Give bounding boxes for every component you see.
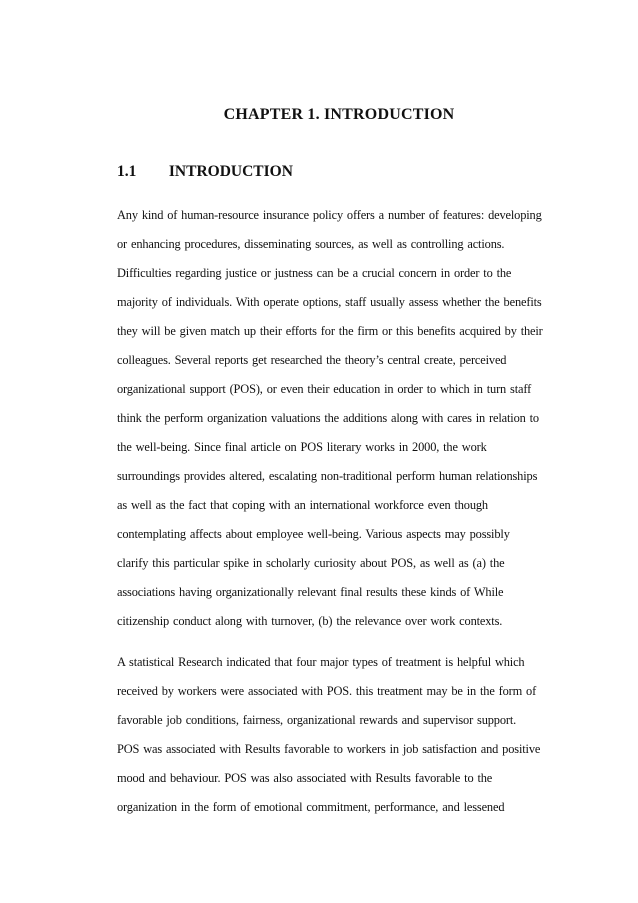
section-heading (117, 163, 293, 181)
paragraph-1-line: contemplating affects about employee well-being. Various aspects may possibly (117, 527, 510, 541)
paragraph-1-line: think the perform organization valuations the additions along with cares in relation to (117, 411, 539, 425)
paragraph-1-line: as well as the fact that coping with an international workforce even though (117, 498, 488, 512)
paragraph-2-line: POS was associated with Results favorable to workers in job satisfaction and positive (117, 742, 541, 756)
paragraph-1-line: or enhancing procedures, disseminating sources, as well as controlling actions. (117, 237, 505, 251)
chapter-title: CHAPTER 1. INTRODUCTION (223, 106, 455, 123)
paragraph-1-line: they will be given match up their efforts for the firm or this benefits acquired by their (117, 324, 543, 338)
paragraph-2-line: favorable job conditions, fairness, organizational rewards and supervisor support. (117, 713, 517, 727)
paragraph-2-line: mood and behaviour. POS was also associated with Results favorable to the (117, 771, 493, 785)
paragraph-1-line: surroundings provides altered, escalating non-traditional perform human relationships (117, 469, 538, 483)
paragraph-1-line: colleagues. Several reports get researched the theory’s central create, perceived (117, 353, 507, 367)
paragraph-1-line: clarify this particular spike in scholarly curiosity about POS, as well as (a) the (117, 556, 505, 570)
section-title: INTRODUCTION (168, 163, 293, 180)
paragraph-1-line: organizational support (POS), or even their education in order to which in turn staff (117, 382, 532, 396)
paragraph-2-line: received by workers were associated with POS. this treatment may be in the form of (117, 684, 537, 698)
paragraph-1-line: citizenship conduct along with turnover, (b) the relevance over work contexts. (117, 614, 503, 628)
paragraph-1-line: the well-being. Since final article on POS literary works in 2000, the work (117, 440, 487, 454)
paragraph-2-line: A statistical Research indicated that four major types of treatment is helpful which (117, 655, 525, 669)
paragraph-1-line: associations having organizationally relevant final results these kinds of While (117, 585, 504, 599)
paragraph-1-line: Any kind of human-resource insurance policy offers a number of features: developing (117, 208, 542, 222)
paragraph-2-line: organization in the form of emotional commitment, performance, and lessened (117, 800, 505, 814)
paragraph-1-line: majority of individuals. With operate options, staff usually assess whether the benefits (117, 295, 542, 309)
section-number: 1.1 (117, 163, 137, 180)
paragraph-1-line: Difficulties regarding justice or justness can be a crucial concern in order to the (117, 266, 512, 280)
